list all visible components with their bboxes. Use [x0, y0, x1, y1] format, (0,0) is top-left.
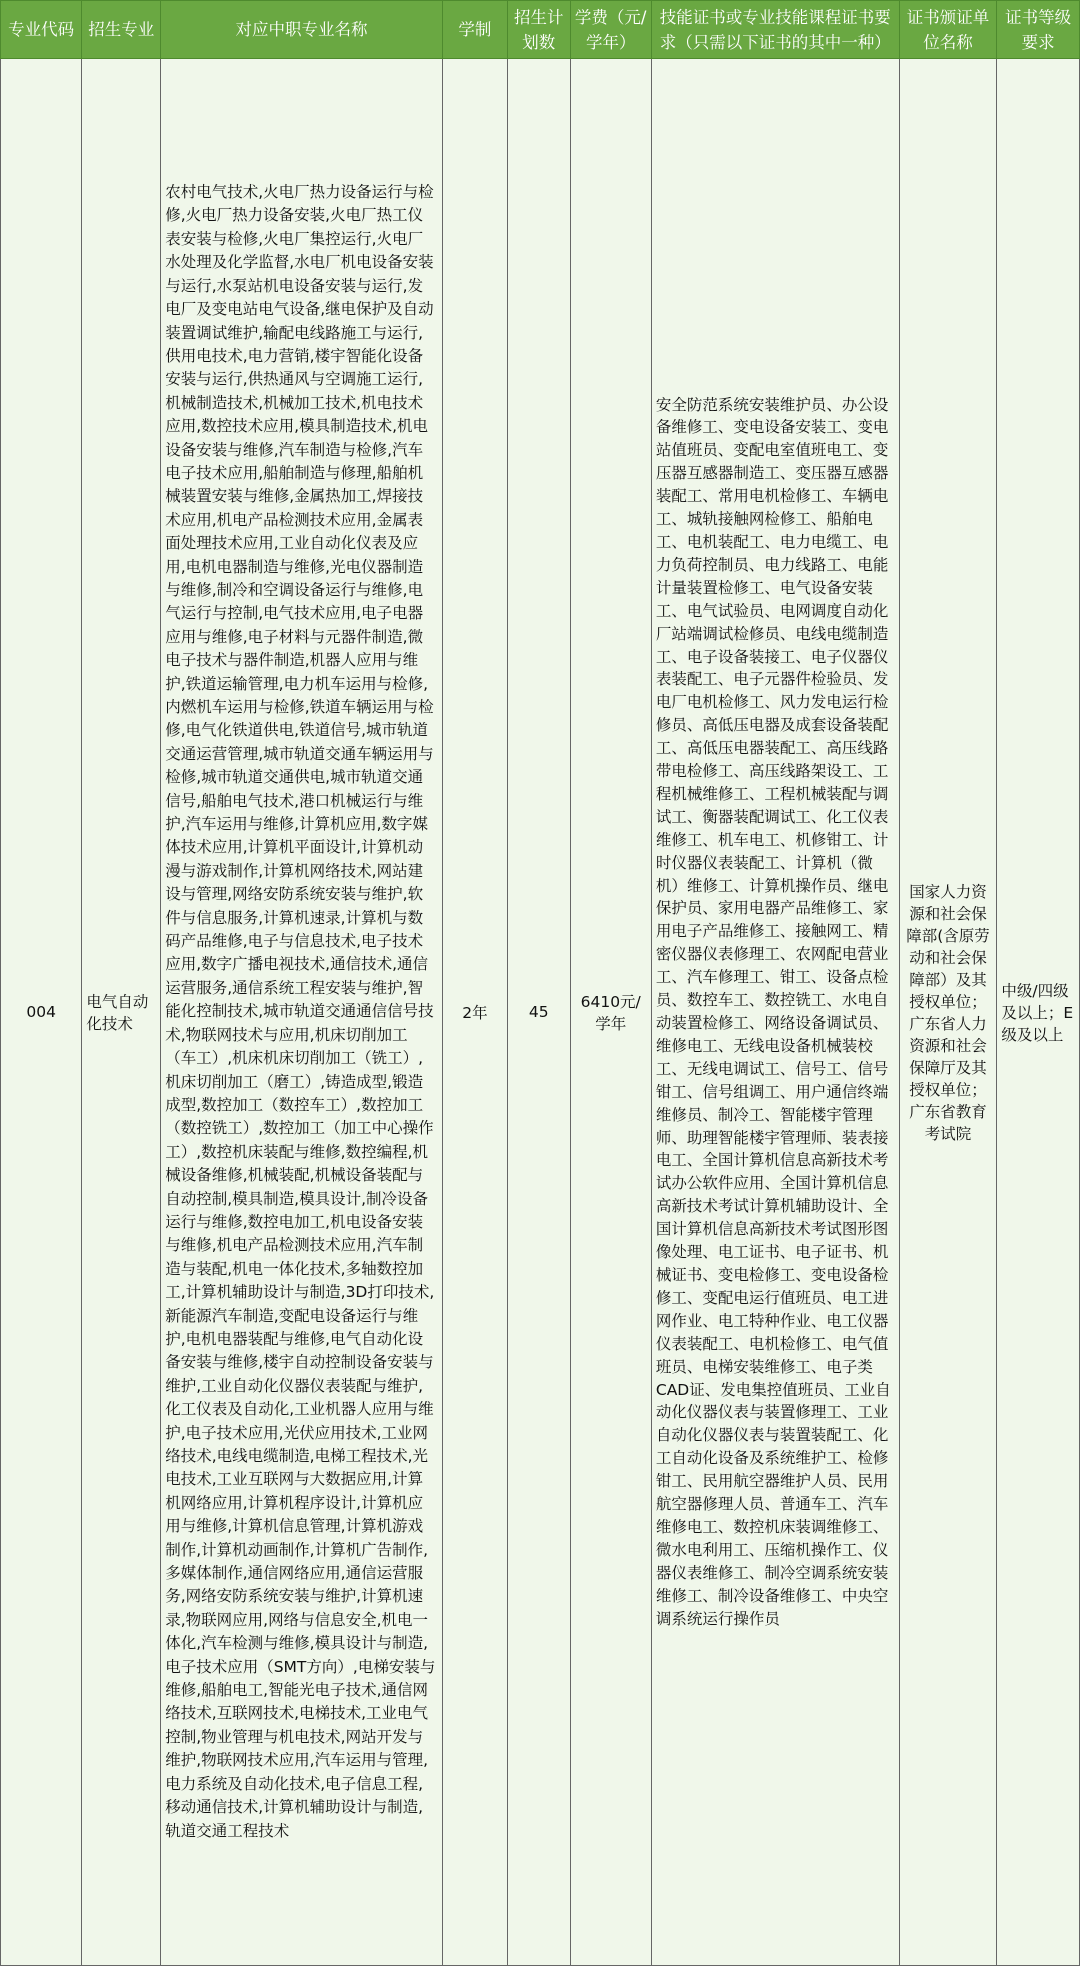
cell-level: 中级/四级及以上；E级及以上 [997, 59, 1080, 1966]
cell-certs: 安全防范系统安装维护员、办公设备维修工、变电设备安装工、变电站值班员、变配电室值班电工、变压器互感器制造工、变压器互感器装配工、常用电机检修工、车辆电工、城轨接触网检修工、船舶电工、电机装配工、电力电缆工、电力负荷控制员、电力线路工、电能计量装置检修工、电气设备安装工、电气试验员、电网调度自动化厂站端调试检修员、电线电缆制造工、电子设备装接工、电子仪器仪表装配工、电子元器件检验员、发电厂电机检修工、风力发电运行检修员、高低压电器及成套设备装配工、高低压电器装配工、高压线路带电检修工、高压线路架设工、工程机械维修工、工程机械装配与调试工、衡器装配调试工、化工仪表维修工、机车电工、机修钳工、计时仪器仪表装配工、计算机（微机）维修工、计算机操作员、继电保护员、家用电器产品维修工、家用电子产品维修工、接触网工、精密仪器仪表修理工、农网配电营业工、汽车修理工、钳工、设备点检员、数控车工、数控铣工、水电自动装置检修工、网络设备调试员、维修电工、无线电设备机械装校工、无线电调试工、信号工、信号钳工、信号组调工、用户通信终端维修员、制冷工、智能楼宇管理师、助理智能楼宇管理师、装表接电工、全国计算机信息高新技术考试办公软件应用、全国计算机信息高新技术考试计算机辅助设计、全国计算机信息高新技术考试图形图像处理、电工证书、电子证书、机械证书、变电检修工、变电设备检修工、变配电运行值班员、电工进网作业、电工特种作业、电工仪器仪表装配工、电机检修工、电气值班员、电梯安装维修工、电子类CAD证、发电集控值班员、工业自动化仪器仪表与装置修理工、工业自动化仪器仪表与装置装配工、化工自动化设备及系统维护工、检修钳工、民用航空器维护人员、民用航空器修理人员、普通车工、汽车维修电工、数控机床装调维修工、微水电利用工、压缩机操作工、仪器仪表维修工、制冷空调系统安装维修工、制冷设备维修工、中央空调系统运行操作员 [651, 59, 899, 1966]
header-major: 招生专业 [82, 1, 161, 59]
cell-issuer: 国家人力资源和社会保障部(含原劳动和社会保障部）及其授权单位；广东省人力资源和社会保障厅及其授权单位；广东省教育考试院 [899, 59, 997, 1966]
cell-tuition: 6410元/学年 [570, 59, 651, 1966]
header-certs: 技能证书或专业技能课程证书要求（只需以下证书的其中一种） [651, 1, 899, 59]
cell-duration: 2年 [442, 59, 507, 1966]
table-row [1, 59, 1080, 1966]
header-code: 专业代码 [1, 1, 82, 59]
header-tuition: 学费（元/学年） [570, 1, 651, 59]
cell-code: 004 [1, 59, 82, 1966]
header-level: 证书等级要求 [997, 1, 1080, 59]
cell-quota: 45 [507, 59, 570, 1966]
header-quota: 招生计划数 [507, 1, 570, 59]
header-mid-major: 对应中职专业名称 [161, 1, 443, 59]
cell-major: 电气自动化技术 [82, 59, 161, 1966]
header-row [1, 1, 1080, 59]
header-issuer: 证书颁证单位名称 [899, 1, 997, 59]
header-duration: 学制 [442, 1, 507, 59]
cell-mid-major: 农村电气技术,火电厂热力设备运行与检修,火电厂热力设备安装,火电厂热工仪表安装与检修,火电厂集控运行,火电厂水处理及化学监督,水电厂机电设备安装与运行,水泵站机电设备安装与运行,发电厂及变电站电气设备,继电保护及自动装置调试维护,输配电线路施工与运行,供用电技术,电力营销,楼宇智能化设备安装与运行,供热通风与空调施工运行,机械制造技术,机械加工技术,机电技术应用,数控技术应用,模具制造技术,机电设备安装与维修,汽车制造与检修,汽车电子技术应用,船舶制造与修理,船舶机械装置安装与维修,金属热加工,焊接技术应用,机电产品检测技术应用,金属表面处理技术应用,工业自动化仪表及应用,电机电器制造与维修,光电仪器制造与维修,制冷和空调设备运行与维修,电气运行与控制,电气技术应用,电子电器应用与维修,电子材料与元器件制造,微电子技术与器件制造,机器人应用与维护,铁道运输管理,电力机车运用与检修,内燃机车运用与检修,铁道车辆运用与检修,电气化铁道供电,铁道信号,城市轨道交通运营管理,城市轨道交通车辆运用与检修,城市轨道交通供电,城市轨道交通信号,船舶电气技术,港口机械运行与维护,汽车运用与维修,计算机应用,数字媒体技术应用,计算机平面设计,计算机动漫与游戏制作,计算机网络技术,网站建设与管理,网络安防系统安装与维护,软件与信息服务,计算机速录,计算机与数码产品维修,电子与信息技术,电子技术应用,数字广播电视技术,通信技术,通信运营服务,通信系统工程安装与维护,智能化控制技术,城市轨道交通通信信号技术,物联网技术与应用,机床切削加工（车工）,机床机床切削加工（铣工）,机床切削加工（磨工）,铸造成型,锻造成型,数控加工（数控车工）,数控加工（数控铣工）,数控加工（加工中心操作工）,数控机床装配与维修,数控编程,机械设备维修,机械装配,机械设备装配与自动控制,模具制造,模具设计,制冷设备运行与维修,数控电加工,机电设备安装与维修,机电产品检测技术应用,汽车制造与装配,机电一体化技术,多轴数控加工,计算机辅助设计与制造,3D打印技术,新能源汽车制造,变配电设备运行与维护,电机电器装配与维修,电气自动化设备安装与维修,楼宇自动控制设备安装与维护,工业自动化仪器仪表装配与维护,化工仪表及自动化,工业机器人应用与维护,电子技术应用,光伏应用技术,工业网络技术,电线电缆制造,电梯工程技术,光电技术,工业互联网与大数据应用,计算机网络应用,计算机程序设计,计算机应用与维修,计算机信息管理,计算机游戏制作,计算机动画制作,计算机广告制作,多媒体制作,通信网络应用,通信运营服务,网络安防系统安装与维护,计算机速录,物联网应用,网络与信息安全,机电一体化,汽车检测与维修,模具设计与制造,电子技术应用（SMT方向）,电梯安装与维修,船舶电工,智能光电子技术,通信网络技术,互联网技术,电梯技术,工业电气控制,物业管理与机电技术,网站开发与维护,物联网技术应用,汽车运用与管理,电力系统及自动化技术,电子信息工程,移动通信技术,计算机辅助设计与制造,轨道交通工程技术 [161, 59, 443, 1966]
